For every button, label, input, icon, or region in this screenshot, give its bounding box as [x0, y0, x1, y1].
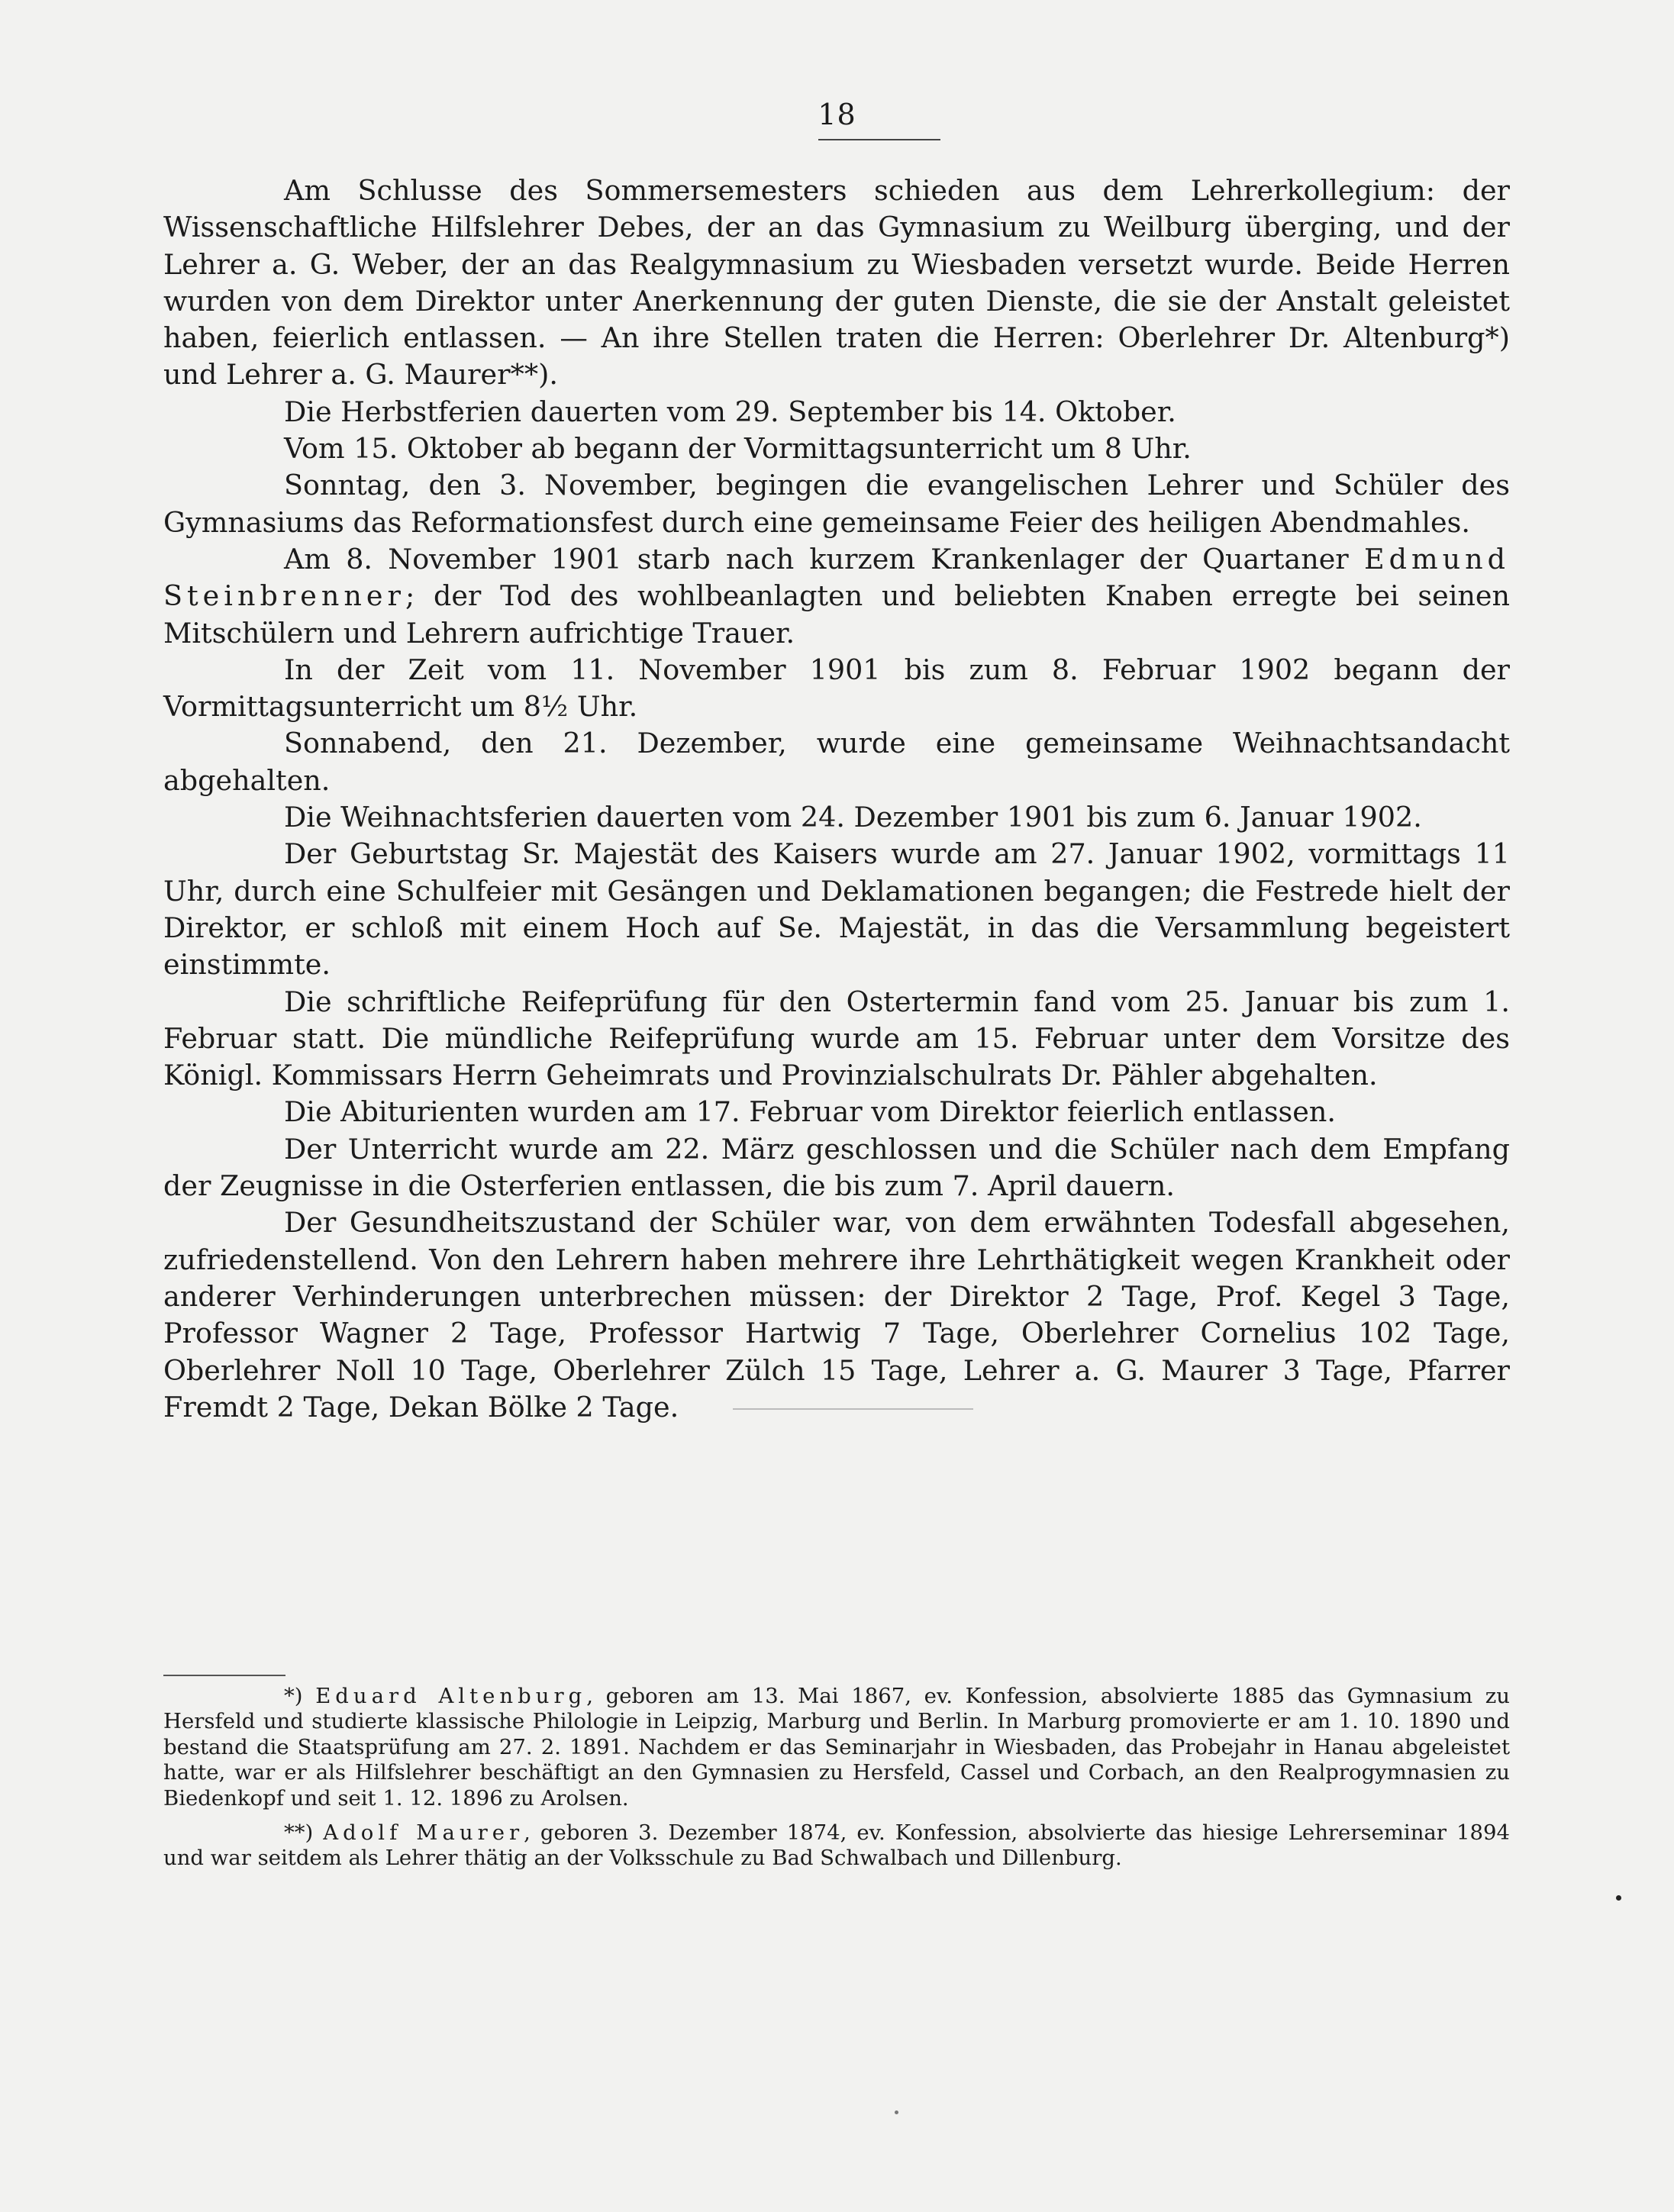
- paragraph-departures: Am Schlusse des Sommersemesters schieden aus dem Lehrerkollegium: der Wissenschaftliche Hilfslehrer Debes, der an das Gymnasium zu Weilburg überging, und der Lehrer a. G. Weber, der an das Realgymnasium zu Wiesbaden versetzt wurde. Beide Herren wurden von dem Direktor unter Anerkennung der guten Dienste, die sie der Anstalt geleistet haben, feierlich entlassen. — An ihre Stellen traten die Herren: Oberlehrer Dr. Altenburg*) und Lehrer a. G. Maurer**).: [163, 174, 1510, 392]
- paragraph-winter-schedule: In der Zeit vom 11. November 1901 bis zum 8. Februar 1902 begann der Vormittagsunterricht um 8½ Uhr.: [163, 653, 1510, 724]
- paragraph-easter-holidays: Der Unterricht wurde am 22. März geschlossen und die Schüler nach dem Empfang der Zeugnisse in die Osterferien entlassen, die bis zum 7. April dauern.: [163, 1132, 1510, 1203]
- paragraph-kaisers-birthday: Der Geburtstag Sr. Majestät des Kaisers wurde am 27. Januar 1902, vormittags 11 Uhr, durch eine Schulfeier mit Gesängen und Deklamationen begangen; die Festrede hielt der Direktor, er schloß mit einem Hoch auf Se. Majestät, in das die Versammlung begeistert einstimmte.: [163, 837, 1510, 982]
- footnote-1: [163, 1684, 1510, 1811]
- footnote-1-marker: *): [284, 1684, 303, 1708]
- footnote-2: [163, 1820, 1510, 1872]
- paragraph-morning-lessons: Vom 15. Oktober ab begann der Vormittagsunterricht um 8 Uhr.: [284, 432, 1192, 466]
- footnote-2-text: , geboren 3. Dezember 1874, ev. Konfession, absolvierte das hiesige Lehrerseminar 1894 und war seitdem als Lehrer thätig an der Volksschule zu Bad Schwalbach und Dillenburg.: [163, 1820, 1510, 1871]
- footnote-rule: [163, 1675, 285, 1676]
- page-number: 18: [818, 98, 856, 131]
- footnotes: [163, 1684, 1510, 1872]
- paragraph-exams: Die schriftliche Reifeprüfung für den Ostertermin fand vom 25. Januar bis zum 1. Februar statt. Die mündliche Reifeprüfung wurde am 15. Februar unter dem Vorsitze des Königl. Kommissars Herrn Geheimrats und Provinzialschulrats Dr. Pähler abgehalten.: [163, 985, 1510, 1092]
- death-text-before: Am 8. November 1901 starb nach kurzem Krankenlager der Quartaner: [284, 542, 1364, 576]
- main-text: [163, 173, 1510, 1426]
- paragraph-reformation: Sonntag, den 3. November, begingen die evangelischen Lehrer und Schüler des Gymnasiums das Reformationsfest durch eine gemeinsame Feier des heiligen Abendmahles.: [163, 469, 1510, 539]
- header-rule: [818, 139, 940, 140]
- footnote-1-name: Eduard Altenburg: [315, 1684, 587, 1708]
- paragraph-christmas-holidays: Die Weihnachtsferien dauerten vom 24. Dezember 1901 bis zum 6. Januar 1902.: [284, 801, 1422, 834]
- footnote-2-marker: **): [284, 1820, 314, 1846]
- paragraph-health: Der Gesundheitszustand der Schüler war, von dem erwähnten Todesfall abgesehen, zufriedenstellend. Von den Lehrern haben mehrere ihre Lehrthätigkeit wegen Krankheit oder anderer Verhinderungen unterbrechen müssen: der Direktor 2 Tage, Prof. Kegel 3 Tage, Professor Wagner 2 Tage, Professor Hartwig 7 Tage, Oberlehrer Cornelius 102 Tage, Oberlehrer Noll 10 Tage, Oberlehrer Zülch 15 Tage, Lehrer a. G. Maurer 3 Tage, Pfarrer Fremdt 2 Tage, Dekan Bölke 2 Tage.: [163, 1206, 1510, 1424]
- paragraph-christmas-service: Sonnabend, den 21. Dezember, wurde eine gemeinsame Weihnachtsandacht abgehalten.: [163, 727, 1510, 797]
- paragraph-graduates: Die Abiturienten wurden am 17. Februar vom Direktor feierlich entlassen.: [284, 1095, 1336, 1129]
- section-separator: [733, 1408, 973, 1410]
- footnote-2-name: Adolf Maurer: [323, 1820, 524, 1846]
- ink-speck: [1616, 1895, 1621, 1901]
- footnote-1-text: , geboren am 13. Mai 1867, ev. Konfession, absolvierte 1885 das Gymnasium zu Hersfeld und studierte klassische Philologie in Leipzig, Marburg und Berlin. In Marburg promovierte er am 1. 10. 1890 und bestand die Staatsprüfung am 27. 2. 1891. Nachdem er das Seminarjahr in Wiesbaden, das Probejahr in Hanau abgeleistet hatte, war er als Hilfslehrer beschäftigt an den Gymnasien zu Hersfeld, Cassel und Corbach, an den Realprogymnasien zu Biedenkopf und seit 1. 12. 1896 zu Arolsen.: [163, 1684, 1510, 1811]
- paragraph-death: [163, 541, 1510, 652]
- paragraph-autumn-holidays: Die Herbstferien dauerten vom 29. September bis 14. Oktober.: [284, 395, 1176, 428]
- ink-speck: [895, 2110, 898, 2114]
- death-text-after: ; der Tod des wohlbeanlagten und beliebten Knaben erregte bei seinen Mitschülern und Lehrern aufrichtige Trauer.: [163, 579, 1510, 650]
- death-student-name: Edmund Steinbrenner: [163, 542, 1510, 613]
